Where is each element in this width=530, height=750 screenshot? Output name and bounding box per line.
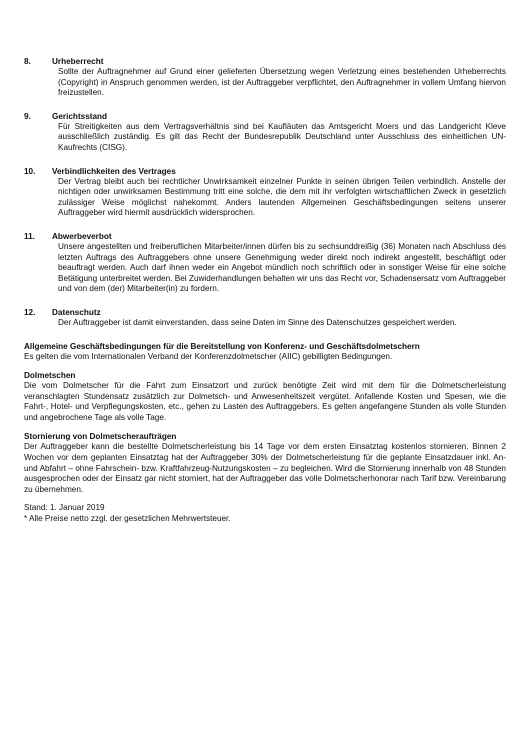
section-number: 9. [24,111,31,121]
section-body: Die vom Dolmetscher für die Fahrt zum Einsatzort und zurück benötigte Zeit wird mit dem für die Dolmetscherleistung veranschlagten Stundensatz zusätzlich zur Dolmetsch- und Anwesenheitszeit vergütet. Anfallende Kosten und Spesen, wie die Fahrt-, Hotel- und Verpflegungskosten, etc., gehen zu Lasten des Auftraggebers. Es gelten angefangene Stunden als volle Stunden und angebrochene Tage als volle Tage. [24,381,506,422]
section-agb-dolmetscher [24,341,506,363]
section-title: Abwerbeverbot [52,231,112,241]
section-body: Es gelten die vom Internationalen Verband der Konferenzdolmetscher (AIIC) gebilligten Bedingungen. [24,351,393,361]
price-footnote: * Alle Preise netto zzgl. der gesetzlichen Mehrwertsteuer. [24,514,231,524]
section-title: Gerichtsstand [52,111,108,121]
section-verbindlichkeiten [24,166,506,219]
section-number: 12. [24,307,36,317]
section-number: 11. [24,231,35,241]
section-number: 8. [24,57,31,66]
section-body: Sollte der Auftragnehmer auf Grund einer gelieferten Übersetzung wegen Verletzung eines bestehenden Urheberrechts (Copyright) in Anspruch genommen werden, ist der Auftraggeber verpflichtet, den Auftragnehmer in vollem Umfang hiervon freizustellen. [58,67,506,98]
section-title: Verbindlichkeiten des Vertrages [52,166,176,176]
stand-date: Stand: 1. Januar 2019 [24,503,105,513]
section-datenschutz [24,307,506,329]
section-title: Datenschutz [52,307,101,317]
section-title: Dolmetschen [24,371,76,381]
section-title: Stornierung von Dolmetscheraufträgen [24,432,177,442]
section-abwerbeverbot [24,231,506,295]
document-page [24,56,506,525]
section-urheberrecht [24,56,506,99]
section-body: Der Auftraggeber kann die bestellte Dolmetscherleistung bis 14 Tage vor dem ersten Einsatztag kostenlos stornieren. Binnen 2 Wochen vor dem geplanten Einsatztag hat der Auftraggeber 30% der Dolmetscherleistung für die geplante Einsatzdauer inkl. An- und Abfahrt – ohne Fahrschein- bzw. Kraftfahrzeug-Nutzungskosten – zu begleichen. Wird die Stornierung innerhalb von 48 Stunden ausgesprochen oder der Einsatz gar nicht storniert, hat der Auftraggeber das volle Dolmetscherhonorar nach Tarif bzw. Vereinbarung zu übernehmen. [24,442,506,494]
section-body: Unsere angestellten und freiberuflichen Mitarbeiter/innen dürfen bis zu sechsunddreißig (36) Monaten nach Abschluss des letzten Auftrags des Auftraggebers ohne unsere Genehmigung weder direkt noch indirekt angestellt, beschäftigt oder beauftragt werden. Auch darf ihnen weder ein Angebot mündlich noch schriftlich oder in sonstiger Weise für eine solche Betätigung unterbreitet werden. Bei Zuwiderhandlungen behalten wir uns das Recht vor, Schadensersatz vom Auftraggeber und von dem (der) Mitarbeiter(in) zu fordern. [58,241,506,294]
section-gerichtsstand [24,111,506,154]
section-stornierung [24,431,506,495]
section-number: 10. [24,166,36,176]
section-body: Für Streitigkeiten aus dem Vertragsverhältnis sind bei Kaufläuten das Amtsgericht Moers und das Landgericht Kleve ausschließlich zuständig. Es gilt das Recht der Bundesrepublik Deutschland unter Ausschluss des einheitlichen UN-Kaufrechts (CISG). [58,121,506,152]
section-title: Urheberrecht [52,57,104,66]
section-dolmetschen [24,370,506,423]
section-title: Allgemeine Geschäftsbedingungen für die Bereitstellung von Konferenz- und Geschäftsdolmetschern [24,341,420,351]
section-body: Der Vertrag bleibt auch bei rechtlicher Unwirksamkeit einzelner Punkte in seinen übrigen Teilen verbindlich. Anstelle der nichtigen oder unwirksamen Bestimmung tritt eine solche, die dem mit ihr verfolgten wirtschaftlichen Zweck in gesetzlich zulässiger Weise möglichst nahekommt. Anders lautenden Allgemeinen Geschäftsbedingungen seitens unserer Auftraggeber wird hiermit ausdrücklich widersprochen. [58,176,506,218]
section-body: Der Auftraggeber ist damit einverstanden, dass seine Daten im Sinne des Datenschutzes gespeichert werden. [58,317,457,327]
